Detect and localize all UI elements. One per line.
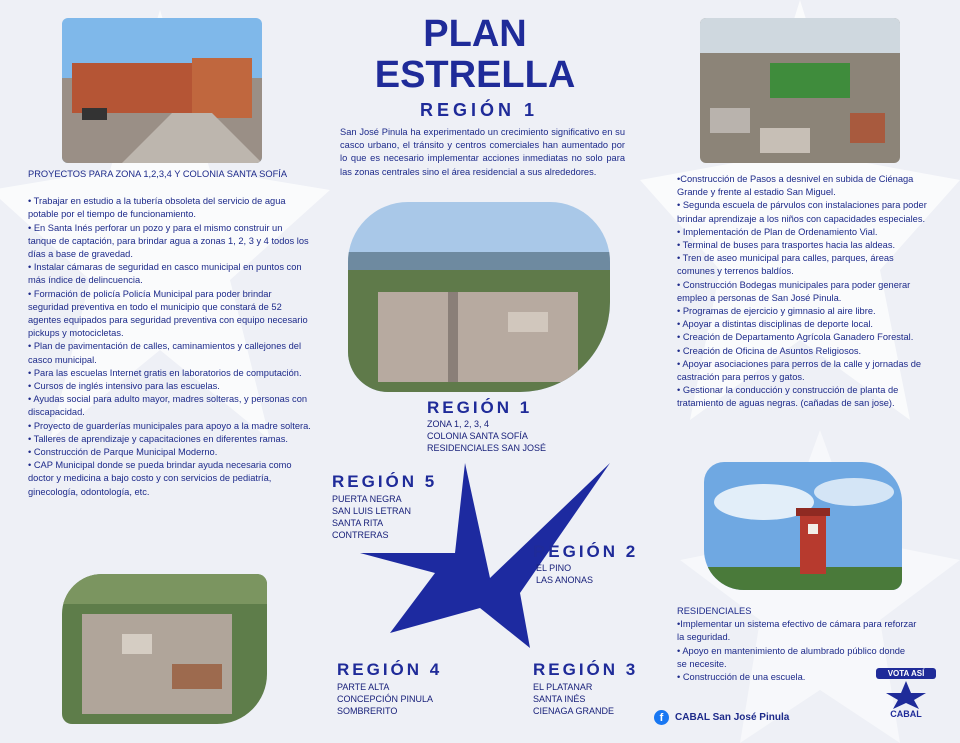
logo-banner: VOTA ASÍ [876, 668, 936, 679]
left-item: • Proyecto de guarderías municipales para apoyo a la madre soltera. [28, 420, 311, 431]
right-item: • Apoyar a distintas disciplinas de deporte local. [677, 319, 874, 330]
right-item: • Gestionar la conducción y construcción de planta de tratamiento de aguas negras. (cañadas de san jose). [677, 385, 899, 409]
plan-title-line2: ESTRELLA [374, 54, 576, 96]
left-item: • Formación de policía Policía Municipal para poder brindar seguridad preventiva en todo el municipio que constará de 52 agentes equipados para seguridad preventiva con equipo necesario pickups y motocicletas. [28, 288, 308, 339]
left-item: • Instalar cámaras de seguridad en casco municipal en puntos con más índice de delincuencia. [28, 262, 302, 286]
right-column [677, 173, 932, 411]
logo-star-icon [876, 679, 936, 709]
left-item: • Para las escuelas Internet gratis en laboratorios de computación. [28, 367, 302, 378]
left-item: • Ayudas social para adulto mayor, madres solteras, y personas con discapacidad. [28, 394, 308, 418]
region-2-places: EL PINO LAS ANONAS [536, 563, 594, 585]
right-item: • Implementación de Plan de Ordenamiento Vial. [677, 226, 878, 237]
photo-town-aerial-2 [62, 574, 267, 724]
right-item: • Segunda escuela de párvulos con instalaciones para poder brindar aprendizaje a los niños con capacidades especiales. [677, 200, 927, 224]
right-item: •Construcción de Pasos a desnivel en subida de Ciénaga Grande y frente al estadio San Miguel. [677, 174, 914, 198]
right-item: • Creación de Oficina de Asuntos Religiosos. [677, 345, 862, 356]
right-item: • Terminal de buses para trasportes hacia las aldeas. [677, 240, 896, 251]
left-item: • Trabajar en estudio a la tubería obsoleta del servicio de agua potable por el tiempo de funcionamiento. [28, 196, 286, 220]
left-heading: PROYECTOS PARA ZONA 1,2,3,4 Y COLONIA SANTA SOFÍA [28, 169, 288, 179]
right-item: • Apoyar asociaciones para perros de la calle y jornadas de castración para perros y gatos. [677, 358, 922, 383]
region-5-name: REGIÓN 5 [332, 472, 438, 491]
photo-stadium-aerial [700, 18, 900, 163]
facebook-icon: f [654, 710, 669, 725]
photo-market-street [62, 18, 262, 163]
photo-town-panorama [348, 202, 610, 392]
logo-name: CABAL [890, 709, 922, 719]
left-item: • Cursos de inglés intensivo para las escuelas. [28, 381, 220, 392]
right-item: • Tren de aseo municipal para calles, parques, áreas comunes y terrenos baldíos. [677, 253, 894, 277]
region-1-places: ZONA 1, 2, 3, 4 COLONIA SANTA SOFÍA RESIDENCIALES SAN JOSÉ [427, 419, 547, 453]
left-item: • Talleres de aprendizaje y capacitaciones en diferentes ramas. [28, 433, 288, 444]
residenciales-item: • Construcción de una escuela. [677, 672, 806, 683]
residenciales-item: •Implementar un sistema efectivo de cámara para reforzar la seguridad. [677, 619, 917, 643]
left-item: • Construcción de Parque Municipal Moderno. [28, 447, 218, 458]
left-column [28, 168, 313, 499]
plan-title-line1: PLAN [423, 13, 527, 55]
right-item: • Construcción Bodegas municipales para poder generar empleo a personas de San José Pinula. [677, 279, 911, 303]
left-item: • En Santa Inés perforar un pozo y para el mismo construir un tanque de captación, para brindar agua a zonas 1, 2, 3 y 4 todos los días a base de gravedad. [28, 222, 309, 260]
right-item: • Programas de ejercicio y gimnasio al aire libre. [677, 306, 876, 317]
cabal-logo [876, 668, 936, 728]
residenciales-heading: RESIDENCIALES [677, 606, 752, 616]
intro-text: San José Pinula ha experimentado un crecimiento significativo en su casco urbano, el tránsito y centros comerciales han aumentado por lo que es necesario implementar acciones inmediatas no solo para las zonas centrales sino el área residencial a sus alrededores. [340, 127, 625, 177]
region-4-places: PARTE ALTA CONCEPCIÓN PINULA SOMBRERITO [337, 682, 434, 716]
region-2-name: REGIÓN 2 [533, 542, 639, 561]
region-1-name: REGIÓN 1 [427, 398, 533, 417]
facebook-link[interactable] [654, 710, 789, 725]
region-3-places: EL PLATANAR SANTA INÉS CIENAGA GRANDE [533, 682, 615, 716]
photo-clock-tower [704, 462, 902, 590]
left-item: • Plan de pavimentación de calles, caminamientos y callejones del casco municipal. [28, 341, 302, 365]
title-region: REGIÓN 1 [420, 100, 539, 120]
region-3-name: REGIÓN 3 [533, 660, 639, 679]
right-item: • Creación de Departamento Agrícola Ganadero Forestal. [677, 332, 914, 343]
left-item: • CAP Municipal donde se pueda brindar ayuda necesaria como doctor y medicina a bajo costo y con servicios de pediatría, ginecología, odontología, etc. [28, 460, 292, 497]
facebook-label: CABAL San José Pinula [675, 712, 790, 723]
region-4-name: REGIÓN 4 [337, 660, 443, 679]
residenciales-item: • Apoyo en mantenimiento de alumbrado público donde se necesite. [677, 645, 906, 669]
region-5-places: PUERTA NEGRA SAN LUIS LETRAN SANTA RITA CONTRERAS [332, 494, 412, 540]
